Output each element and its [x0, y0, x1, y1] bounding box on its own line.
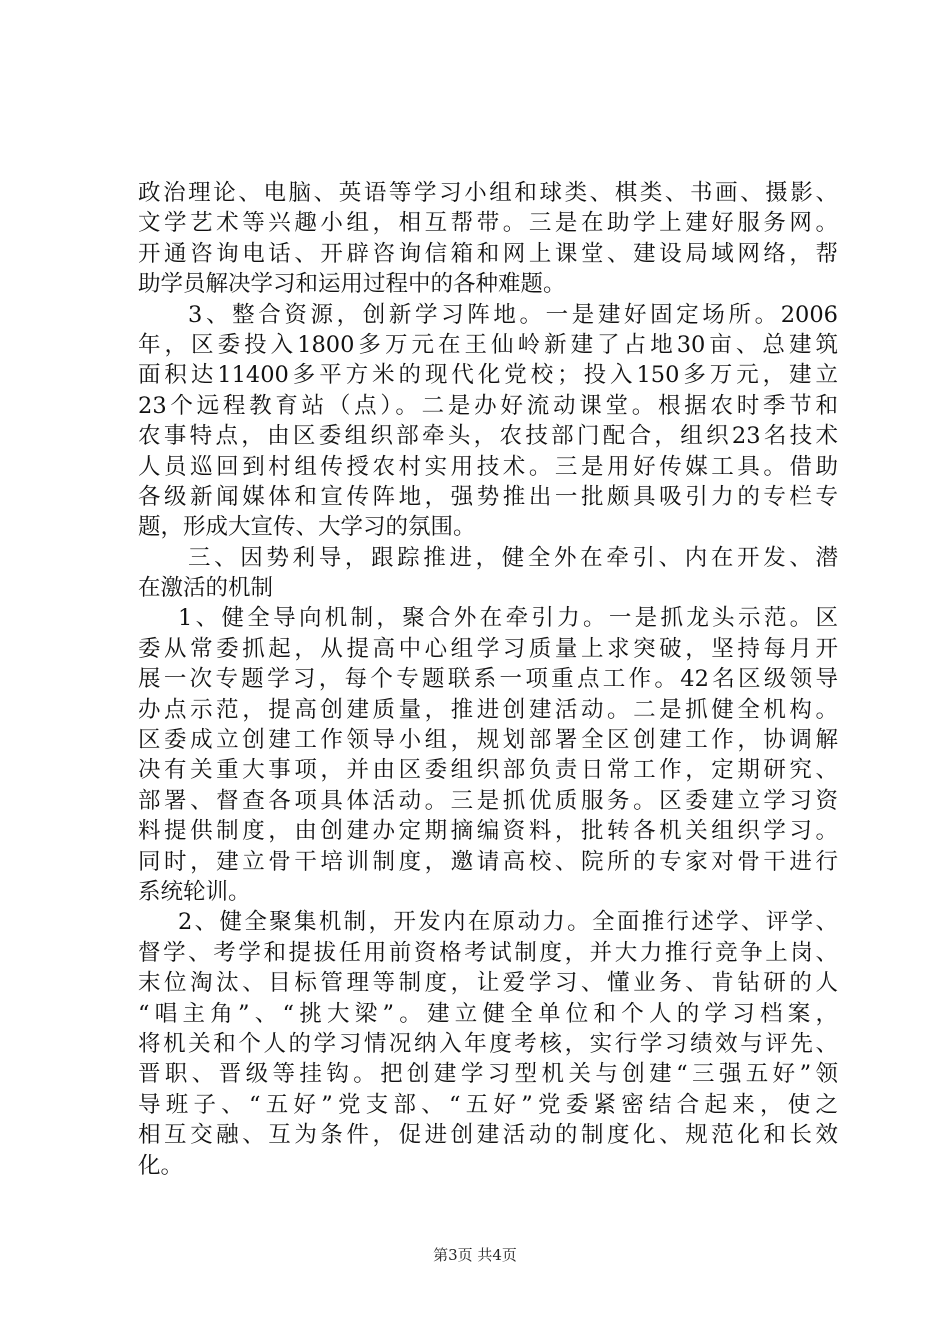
- text-line: 农事特点，由区委组织部牵头，农技部门配合，组织23名技术: [138, 423, 838, 450]
- text-line: 各级新闻媒体和宣传阵地，强势推出一批颇具吸引力的专栏专: [138, 483, 838, 510]
- text-line: 同时，建立骨干培训制度，邀请高校、院所的专家对骨干进行: [138, 848, 838, 875]
- text-line: 将机关和个人的学习情况纳入年度考核，实行学习绩效与评先、: [138, 1030, 838, 1057]
- text-line: 23个远程教育站（点）。二是办好流动课堂。根据农时季节和: [138, 392, 838, 419]
- text-line: 2、健全聚集机制，开发内在原动力。全面推行述学、评学、: [178, 909, 838, 936]
- text-line: 题，形成大宣传、大学习的氛围。: [138, 514, 476, 541]
- text-line: 委从常委抓起，从提高中心组学习质量上求突破，坚持每月开: [138, 635, 838, 662]
- text-line: 相互交融、互为条件，促进创建活动的制度化、规范化和长效: [138, 1122, 838, 1149]
- text-line: 政治理论、电脑、英语等学习小组和球类、棋类、书画、摄影、: [138, 180, 838, 206]
- page-footer: 第3页 共4页: [433, 1246, 517, 1264]
- text-line: 1、健全导向机制，聚合外在牵引力。一是抓龙头示范。区: [178, 605, 838, 632]
- text-line: 督学、考学和提拔任用前资格考试制度，并大力推行竞争上岗、: [138, 939, 838, 966]
- text-line: 部署、督查各项具体活动。三是抓优质服务。区委建立学习资: [138, 787, 838, 814]
- text-line: 3、整合资源，创新学习阵地。一是建好固定场所。2006: [188, 301, 838, 328]
- document-body: [138, 178, 838, 1181]
- text-line: 助学员解决学习和运用过程中的各种难题。: [138, 271, 566, 298]
- text-line: 展一次专题学习，每个专题联系一项重点工作。42名区级领导: [138, 666, 838, 693]
- text-line: 料提供制度，由创建办定期摘编资料，批转各机关组织学习。: [138, 818, 838, 845]
- text-line: “唱主角”、“挑大梁”。建立健全单位和个人的学习档案，: [138, 1000, 838, 1027]
- text-line: 系统轮训。: [138, 878, 251, 905]
- text-line: 晋职、晋级等挂钩。把创建学习型机关与创建“三强五好”领: [138, 1061, 838, 1088]
- text-line: 开通咨询电话、开辟咨询信箱和网上课堂、建设局域网络，帮: [138, 240, 838, 267]
- text-line: 面积达11400多平方米的现代化党校；投入150多万元，建立: [138, 362, 838, 389]
- text-line: 三、因势利导，跟踪推进，健全外在牵引、内在开发、潜: [188, 544, 838, 571]
- text-line: 末位淘汰、目标管理等制度，让爱学习、懂业务、肯钻研的人: [138, 970, 838, 997]
- text-line: 文学艺术等兴趣小组，相互帮带。三是在助学上建好服务网。: [138, 210, 838, 237]
- text-line: 决有关重大事项，并由区委组织部负责日常工作，定期研究、: [138, 757, 838, 784]
- text-line: 人员巡回到村组传授农村实用技术。三是用好传媒工具。借助: [138, 453, 838, 480]
- text-line: 化。: [138, 1152, 184, 1179]
- text-line: 导班子、“五好”党支部、“五好”党委紧密结合起来，使之: [138, 1091, 838, 1118]
- text-line: 区委成立创建工作领导小组，规划部署全区创建工作，协调解: [138, 727, 838, 754]
- text-line: 年，区委投入1800多万元在王仙岭新建了占地30亩、总建筑: [138, 331, 838, 358]
- text-line: 在激活的机制: [138, 575, 274, 602]
- text-line: 办点示范，提高创建质量，推进创建活动。二是抓健全机构。: [138, 696, 838, 723]
